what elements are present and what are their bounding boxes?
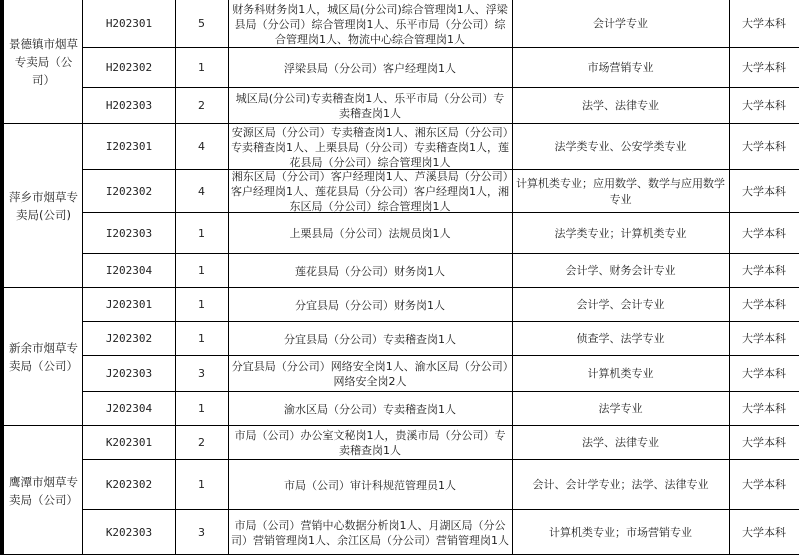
education: 大学本科 (742, 264, 786, 277)
headcount: 2 (198, 436, 205, 449)
unit-name: 鹰潭市烟草专卖局（公司） (9, 474, 78, 507)
major: 会计、会计学专业；法学、法律专业 (532, 478, 709, 491)
education: 大学本科 (742, 61, 786, 74)
major: 法学类专业、公安学类专业 (554, 140, 687, 153)
education: 大学本科 (742, 184, 786, 198)
positions: 渝水区局（分公司）专卖稽查岗1人 (284, 402, 456, 416)
job-code: J202301 (105, 298, 153, 311)
headcount: 2 (198, 99, 205, 112)
positions: 市局（公司）营销中心数据分析岗1人、月湖区局（分公司）营销管理岗1人、余江区局（分公司）营销管理岗1人 (231, 518, 509, 547)
major: 侦查学、法学专业 (576, 332, 665, 345)
positions: 湘东区局（分公司）客户经理岗1人、芦溪县局（分公司）客户经理岗1人、莲花县局（分公司）客户经理岗1人，湘东区局（分公司）综合管理岗1人 (231, 170, 509, 213)
major: 法学、法律专业 (582, 436, 659, 449)
unit-name: 萍乡市烟草专卖局(公司) (9, 190, 78, 222)
job-code: I202302 (105, 184, 153, 198)
headcount: 3 (198, 525, 205, 539)
job-code: J202303 (105, 367, 153, 380)
major: 市场营销专业 (587, 61, 654, 74)
headcount: 3 (198, 367, 205, 380)
positions: 莲花县局（分公司）财务岗1人 (295, 264, 445, 278)
headcount: 1 (198, 298, 205, 311)
job-code: H202302 (105, 61, 153, 74)
positions: 市局（公司）办公室文秘岗1人，贵溪市局（分公司）专卖稽查岗1人 (234, 429, 506, 457)
job-code: K202301 (105, 436, 153, 449)
job-code: H202303 (105, 99, 153, 112)
major: 计算机类专业；应用数学、数学与应用数学专业 (516, 176, 725, 206)
education: 大学本科 (742, 367, 786, 380)
positions: 城区局(分公司)专卖稽查岗1人、乐平市局（分公司）专卖稽查岗1人 (235, 92, 505, 120)
major: 法学类专业；计算机类专业 (554, 226, 687, 240)
job-code: I202304 (105, 264, 153, 277)
headcount: 1 (198, 226, 205, 240)
table-left-edge (0, 0, 4, 555)
education: 大学本科 (742, 436, 786, 449)
education: 大学本科 (742, 332, 786, 345)
major: 计算机类专业；市场营销专业 (549, 525, 692, 539)
headcount: 1 (198, 61, 205, 74)
positions: 市局（公司）审计科规范管理员1人 (284, 478, 456, 492)
unit-name: 景德镇市烟草专卖局（公司） (9, 37, 78, 87)
major: 法学、法律专业 (582, 99, 659, 112)
headcount: 1 (198, 478, 205, 491)
education: 大学本科 (742, 478, 786, 491)
positions: 分宜县局（分公司）网络安全岗1人、渝水区局（分公司）网络安全岗2人 (231, 360, 509, 388)
unit-name: 新余市烟草专卖局（公司） (9, 341, 78, 373)
headcount: 4 (198, 140, 205, 153)
education: 大学本科 (742, 525, 786, 539)
positions: 安源区局（分公司）专卖稽查岗1人、湘东区局（分公司）专卖稽查岗1人、上栗县局（分公司）专卖稽查岗1人，莲花县局（分公司）综合管理岗1人 (231, 125, 509, 169)
major: 会计学专业 (593, 17, 648, 30)
job-code: J202302 (105, 332, 153, 345)
job-code: I202303 (105, 226, 153, 240)
job-code: K202303 (105, 525, 153, 539)
education: 大学本科 (742, 402, 786, 415)
education: 大学本科 (742, 99, 786, 112)
positions: 分宜县局（分公司）专卖稽查岗1人 (284, 332, 456, 346)
headcount: 1 (198, 332, 205, 345)
major: 会计学、财务会计专业 (565, 264, 676, 277)
job-code: K202302 (105, 478, 153, 491)
major: 法学专业 (598, 402, 643, 415)
job-code: J202304 (105, 402, 153, 415)
headcount: 5 (198, 17, 205, 30)
positions: 浮梁县局（分公司）客户经理岗1人 (284, 61, 456, 75)
education: 大学本科 (742, 226, 786, 240)
education: 大学本科 (742, 140, 786, 153)
headcount: 1 (198, 402, 205, 415)
positions: 财务科财务岗1人，城区局(分公司)综合管理岗1人、浮梁县局（分公司）综合管理岗1人、乐平市局（分公司）综合管理岗1人、物流中心综合管理岗1人 (232, 2, 508, 46)
positions: 分宜县局（分公司）财务岗1人 (295, 298, 445, 312)
major: 计算机类专业 (587, 367, 654, 380)
headcount: 1 (198, 264, 205, 277)
education: 大学本科 (742, 17, 786, 30)
education: 大学本科 (742, 298, 786, 311)
job-code: H202301 (105, 17, 153, 30)
headcount: 4 (198, 184, 205, 198)
job-code: I202301 (105, 140, 153, 153)
major: 会计学、会计专业 (576, 298, 665, 311)
positions: 上栗县局（分公司）法规员岗1人 (289, 227, 451, 240)
